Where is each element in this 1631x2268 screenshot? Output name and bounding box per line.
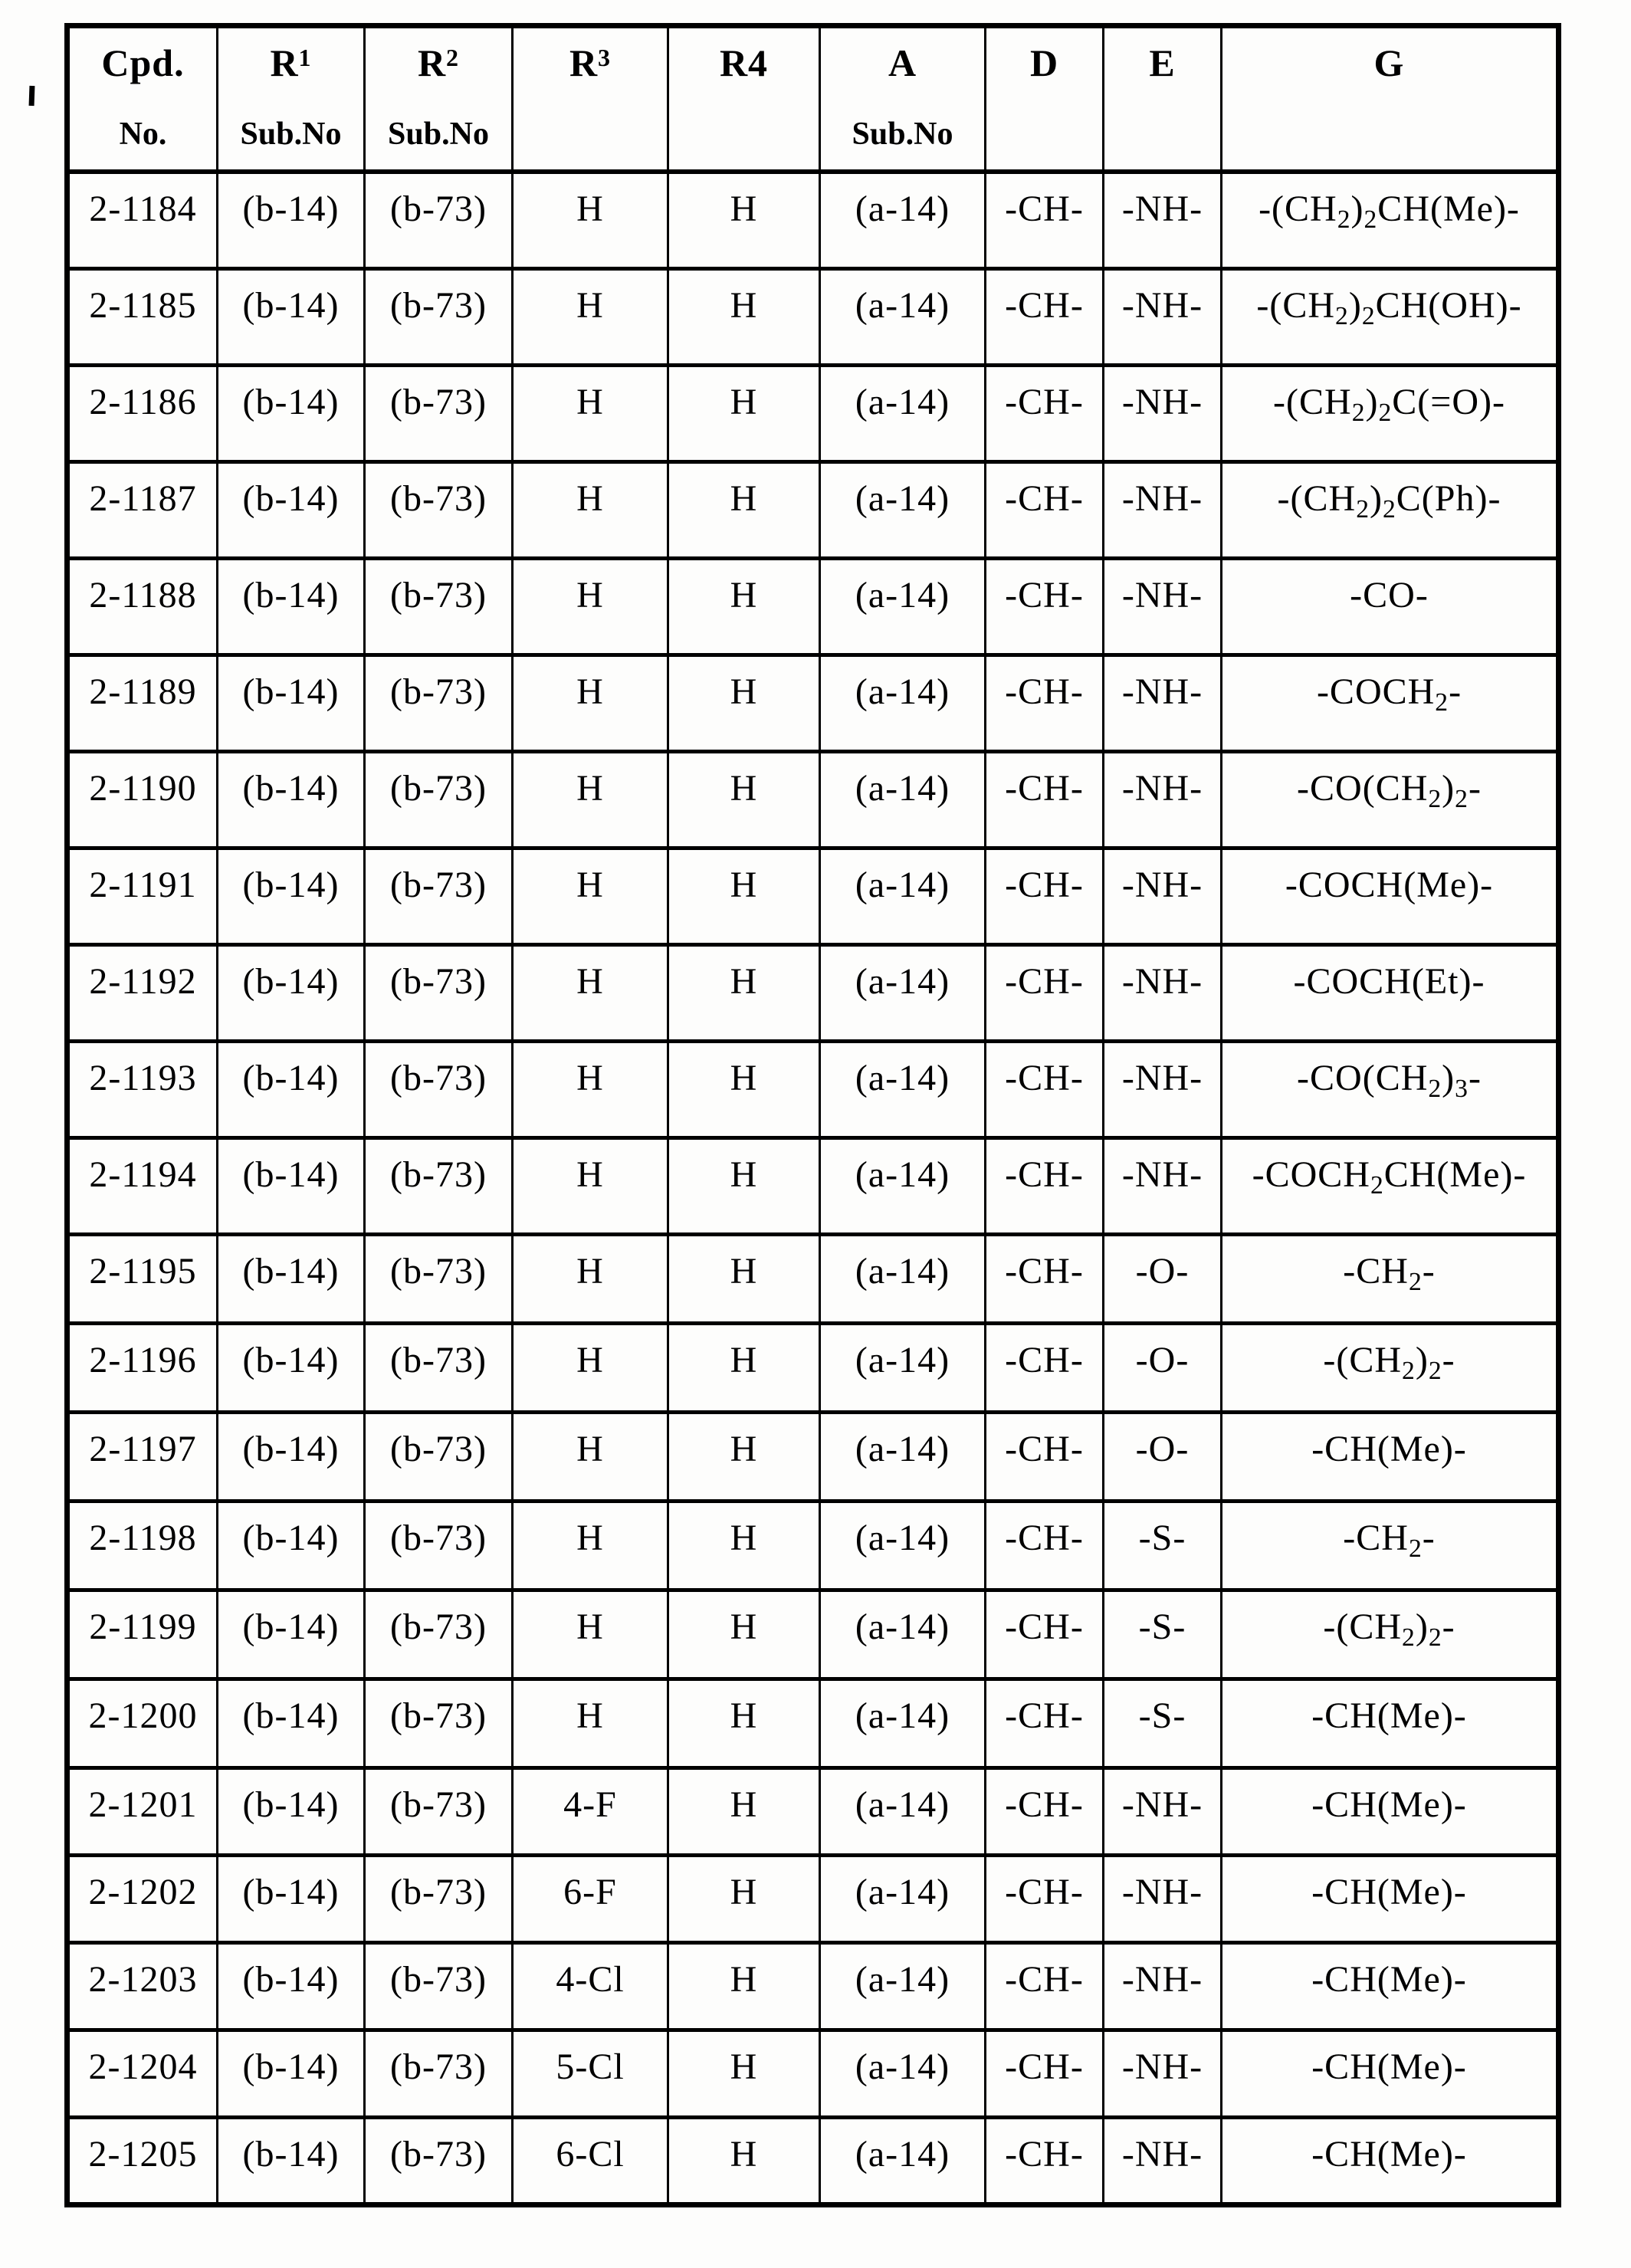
col-header-cpd-line2: No. xyxy=(119,117,167,152)
col-header-r3 xyxy=(513,26,668,172)
table-row xyxy=(67,1767,1559,1855)
cell-r2: (b-73) xyxy=(365,751,513,848)
cell-r1: (b-14) xyxy=(218,172,365,268)
cell-a: (a-14) xyxy=(820,2030,986,2117)
cell-r1: (b-14) xyxy=(218,1942,365,2030)
cell-r1: (b-14) xyxy=(218,751,365,848)
cell-e: -NH- xyxy=(1104,944,1222,1041)
cell-r3: H xyxy=(513,268,668,365)
table-row xyxy=(67,1501,1559,1590)
cell-r3: H xyxy=(513,751,668,848)
cell-r3: H xyxy=(513,1137,668,1234)
cell-r2: (b-73) xyxy=(365,848,513,944)
col-header-r2-line1: $R^2$ xyxy=(417,41,460,84)
cell-e: -NH- xyxy=(1104,2030,1222,2117)
cell-e: -S- xyxy=(1104,1501,1222,1590)
col-header-d-line1: D xyxy=(1029,41,1059,84)
cell-d: -CH- xyxy=(986,558,1104,655)
cell-r4: H xyxy=(668,1501,820,1590)
cell-r1: (b-14) xyxy=(218,461,365,558)
cell-r4: H xyxy=(668,461,820,558)
cell-a: (a-14) xyxy=(820,751,986,848)
cell-r1: (b-14) xyxy=(218,268,365,365)
cell-a: (a-14) xyxy=(820,172,986,268)
cell-e: -S- xyxy=(1104,1590,1222,1679)
cell-e: -NH- xyxy=(1104,655,1222,751)
cell-r1: (b-14) xyxy=(218,1767,365,1855)
cell-cpd-no: 2-1188 xyxy=(67,558,218,655)
cell-cpd-no: 2-1194 xyxy=(67,1137,218,1234)
cell-d: -CH- xyxy=(986,1942,1104,2030)
cell-r2: (b-73) xyxy=(365,1041,513,1137)
cell-r2: (b-73) xyxy=(365,558,513,655)
cell-g: $-COCH_2-$ xyxy=(1222,655,1559,751)
cell-d: -CH- xyxy=(986,1041,1104,1137)
cell-r2: (b-73) xyxy=(365,2117,513,2204)
cell-d: -CH- xyxy=(986,1679,1104,1767)
cell-e: -NH- xyxy=(1104,848,1222,944)
cell-r2: (b-73) xyxy=(365,944,513,1041)
cell-r1: (b-14) xyxy=(218,1590,365,1679)
cell-r4: H xyxy=(668,1137,820,1234)
cell-cpd-no: 2-1198 xyxy=(67,1501,218,1590)
cell-r2: (b-73) xyxy=(365,1855,513,1942)
cell-r4: H xyxy=(668,1041,820,1137)
cell-d: -CH- xyxy=(986,1234,1104,1323)
cell-d: -CH- xyxy=(986,1501,1104,1590)
cell-r3: H xyxy=(513,1679,668,1767)
cell-d: -CH- xyxy=(986,1412,1104,1501)
cell-r3: H xyxy=(513,655,668,751)
cell-r2: (b-73) xyxy=(365,2030,513,2117)
cell-cpd-no: 2-1201 xyxy=(67,1767,218,1855)
cell-a: (a-14) xyxy=(820,1323,986,1412)
cell-e: -NH- xyxy=(1104,1767,1222,1855)
cell-g: -CH(Me)- xyxy=(1222,1855,1559,1942)
cell-a: (a-14) xyxy=(820,461,986,558)
cell-g: -CH(Me)- xyxy=(1222,1942,1559,2030)
col-header-r1-line1: $R^1$ xyxy=(270,41,312,84)
cell-r4: H xyxy=(668,1767,820,1855)
cell-d: -CH- xyxy=(986,1855,1104,1942)
cell-r1: (b-14) xyxy=(218,558,365,655)
cell-cpd-no: 2-1197 xyxy=(67,1412,218,1501)
cell-d: -CH- xyxy=(986,172,1104,268)
table-row xyxy=(67,655,1559,751)
table-row xyxy=(67,944,1559,1041)
cell-d: -CH- xyxy=(986,2030,1104,2117)
cell-cpd-no: 2-1190 xyxy=(67,751,218,848)
cell-r4: H xyxy=(668,1942,820,2030)
cell-r4: H xyxy=(668,268,820,365)
cell-r4: H xyxy=(668,848,820,944)
table-row xyxy=(67,1137,1559,1234)
cell-g: $-CO(CH_2)_2-$ xyxy=(1222,751,1559,848)
cell-a: (a-14) xyxy=(820,558,986,655)
cell-cpd-no: 2-1204 xyxy=(67,2030,218,2117)
col-header-cpd-no xyxy=(67,26,218,172)
cell-g: -COCH(Et)- xyxy=(1222,944,1559,1041)
cell-r2: (b-73) xyxy=(365,1679,513,1767)
cell-r1: (b-14) xyxy=(218,1137,365,1234)
cell-cpd-no: 2-1185 xyxy=(67,268,218,365)
cell-d: -CH- xyxy=(986,1323,1104,1412)
cell-g: $-(CH_2)_2CH(Me)-$ xyxy=(1222,172,1559,268)
cell-r4: H xyxy=(668,2030,820,2117)
cell-r3: 6-F xyxy=(513,1855,668,1942)
cell-d: -CH- xyxy=(986,944,1104,1041)
table-header xyxy=(67,26,1559,172)
cell-e: -NH- xyxy=(1104,268,1222,365)
cell-r2: (b-73) xyxy=(365,1412,513,1501)
table-row xyxy=(67,558,1559,655)
cell-r4: H xyxy=(668,1234,820,1323)
cell-r3: 4-F xyxy=(513,1767,668,1855)
cell-r3: 6-Cl xyxy=(513,2117,668,2204)
col-header-a xyxy=(820,26,986,172)
cell-d: -CH- xyxy=(986,268,1104,365)
cell-r4: H xyxy=(668,558,820,655)
cell-e: -NH- xyxy=(1104,1041,1222,1137)
col-header-r3-line1: $R^3$ xyxy=(569,41,612,84)
col-header-g xyxy=(1222,26,1559,172)
cell-e: -NH- xyxy=(1104,1942,1222,2030)
cell-cpd-no: 2-1192 xyxy=(67,944,218,1041)
cell-g: $-COCH_2CH(Me)-$ xyxy=(1222,1137,1559,1234)
cell-e: -O- xyxy=(1104,1412,1222,1501)
cell-e: -NH- xyxy=(1104,558,1222,655)
cell-d: -CH- xyxy=(986,365,1104,461)
cell-r2: (b-73) xyxy=(365,1942,513,2030)
cell-e: -S- xyxy=(1104,1679,1222,1767)
cell-g: -CH(Me)- xyxy=(1222,1412,1559,1501)
col-header-r2 xyxy=(365,26,513,172)
cell-e: -NH- xyxy=(1104,461,1222,558)
cell-r2: (b-73) xyxy=(365,1501,513,1590)
col-header-a-line1: A xyxy=(888,41,917,84)
cell-r3: H xyxy=(513,172,668,268)
cell-a: (a-14) xyxy=(820,1234,986,1323)
cell-g: $-(CH_2)_2C(Ph)-$ xyxy=(1222,461,1559,558)
cell-cpd-no: 2-1202 xyxy=(67,1855,218,1942)
col-header-r1-line2: Sub.No xyxy=(240,117,342,152)
table-row xyxy=(67,1412,1559,1501)
cell-a: (a-14) xyxy=(820,1855,986,1942)
col-header-a-line2: Sub.No xyxy=(852,117,953,152)
cell-r2: (b-73) xyxy=(365,655,513,751)
cell-r3: H xyxy=(513,848,668,944)
scan-artifact-mark xyxy=(29,86,35,106)
cell-r2: (b-73) xyxy=(365,172,513,268)
cell-a: (a-14) xyxy=(820,1041,986,1137)
cell-a: (a-14) xyxy=(820,944,986,1041)
cell-a: (a-14) xyxy=(820,848,986,944)
table-header-row xyxy=(67,26,1559,172)
cell-r2: (b-73) xyxy=(365,365,513,461)
cell-r3: H xyxy=(513,1041,668,1137)
cell-a: (a-14) xyxy=(820,268,986,365)
cell-r1: (b-14) xyxy=(218,2117,365,2204)
cell-r1: (b-14) xyxy=(218,1234,365,1323)
cell-a: (a-14) xyxy=(820,1767,986,1855)
cell-a: (a-14) xyxy=(820,2117,986,2204)
cell-r4: H xyxy=(668,365,820,461)
col-header-g-line1: G xyxy=(1373,41,1405,84)
cell-g: -CH(Me)- xyxy=(1222,1767,1559,1855)
cell-cpd-no: 2-1203 xyxy=(67,1942,218,2030)
col-header-e-line1: E xyxy=(1149,41,1176,84)
table-row xyxy=(67,848,1559,944)
table-row xyxy=(67,2117,1559,2204)
cell-e: -NH- xyxy=(1104,1855,1222,1942)
cell-g: $-(CH_2)_2-$ xyxy=(1222,1590,1559,1679)
cell-d: -CH- xyxy=(986,1137,1104,1234)
cell-d: -CH- xyxy=(986,751,1104,848)
cell-a: (a-14) xyxy=(820,1679,986,1767)
table-row xyxy=(67,268,1559,365)
cell-cpd-no: 2-1189 xyxy=(67,655,218,751)
cell-g: $-(CH_2)_2-$ xyxy=(1222,1323,1559,1412)
compound-substituent-table xyxy=(64,23,1561,2207)
cell-g: $-(CH_2)_2C(=O)-$ xyxy=(1222,365,1559,461)
cell-r3: 5-Cl xyxy=(513,2030,668,2117)
cell-r1: (b-14) xyxy=(218,1501,365,1590)
cell-r1: (b-14) xyxy=(218,848,365,944)
cell-r1: (b-14) xyxy=(218,1679,365,1767)
cell-e: -NH- xyxy=(1104,365,1222,461)
cell-g: $-(CH_2)_2CH(OH)-$ xyxy=(1222,268,1559,365)
table-row xyxy=(67,461,1559,558)
cell-a: (a-14) xyxy=(820,655,986,751)
cell-cpd-no: 2-1186 xyxy=(67,365,218,461)
table-row xyxy=(67,1590,1559,1679)
cell-g: -CH(Me)- xyxy=(1222,2117,1559,2204)
cell-cpd-no: 2-1205 xyxy=(67,2117,218,2204)
cell-cpd-no: 2-1199 xyxy=(67,1590,218,1679)
cell-r3: H xyxy=(513,1323,668,1412)
cell-r3: H xyxy=(513,1590,668,1679)
cell-r1: (b-14) xyxy=(218,1323,365,1412)
cell-r4: H xyxy=(668,1323,820,1412)
table-row xyxy=(67,365,1559,461)
cell-r3: H xyxy=(513,558,668,655)
cell-r3: H xyxy=(513,944,668,1041)
col-header-d xyxy=(986,26,1104,172)
cell-e: -NH- xyxy=(1104,751,1222,848)
col-header-r2-line2: Sub.No xyxy=(388,117,489,152)
cell-e: -O- xyxy=(1104,1323,1222,1412)
cell-g: $-CH_2-$ xyxy=(1222,1501,1559,1590)
cell-r4: H xyxy=(668,1679,820,1767)
cell-g: -COCH(Me)- xyxy=(1222,848,1559,944)
table-row xyxy=(67,1679,1559,1767)
col-header-r4 xyxy=(668,26,820,172)
cell-r1: (b-14) xyxy=(218,655,365,751)
cell-r4: H xyxy=(668,655,820,751)
cell-cpd-no: 2-1193 xyxy=(67,1041,218,1137)
col-header-cpd-line1: Cpd. xyxy=(101,41,185,84)
cell-r3: H xyxy=(513,1501,668,1590)
cell-cpd-no: 2-1191 xyxy=(67,848,218,944)
table-row xyxy=(67,1942,1559,2030)
cell-g: $-CH_2-$ xyxy=(1222,1234,1559,1323)
cell-e: -O- xyxy=(1104,1234,1222,1323)
cell-e: -NH- xyxy=(1104,1137,1222,1234)
cell-r1: (b-14) xyxy=(218,1855,365,1942)
cell-e: -NH- xyxy=(1104,172,1222,268)
cell-d: -CH- xyxy=(986,1767,1104,1855)
table-row xyxy=(67,1323,1559,1412)
cell-a: (a-14) xyxy=(820,365,986,461)
cell-g: -CH(Me)- xyxy=(1222,1679,1559,1767)
cell-g: -CH(Me)- xyxy=(1222,2030,1559,2117)
cell-cpd-no: 2-1200 xyxy=(67,1679,218,1767)
table-row xyxy=(67,1855,1559,1942)
cell-d: -CH- xyxy=(986,655,1104,751)
cell-cpd-no: 2-1184 xyxy=(67,172,218,268)
cell-cpd-no: 2-1187 xyxy=(67,461,218,558)
table-row xyxy=(67,1041,1559,1137)
col-header-r4-line1: R4 xyxy=(719,41,769,84)
cell-r1: (b-14) xyxy=(218,2030,365,2117)
cell-a: (a-14) xyxy=(820,1412,986,1501)
cell-d: -CH- xyxy=(986,1590,1104,1679)
table-row xyxy=(67,2030,1559,2117)
table-row xyxy=(67,172,1559,268)
table-row xyxy=(67,751,1559,848)
cell-r2: (b-73) xyxy=(365,1234,513,1323)
cell-r1: (b-14) xyxy=(218,1041,365,1137)
cell-r4: H xyxy=(668,172,820,268)
table-row xyxy=(67,1234,1559,1323)
cell-g: $-CO(CH_2)_3-$ xyxy=(1222,1041,1559,1137)
cell-r4: H xyxy=(668,751,820,848)
cell-r2: (b-73) xyxy=(365,1323,513,1412)
cell-r2: (b-73) xyxy=(365,1767,513,1855)
cell-r2: (b-73) xyxy=(365,1137,513,1234)
cell-a: (a-14) xyxy=(820,1590,986,1679)
cell-r4: H xyxy=(668,1590,820,1679)
cell-r2: (b-73) xyxy=(365,268,513,365)
cell-r4: H xyxy=(668,1412,820,1501)
cell-d: -CH- xyxy=(986,2117,1104,2204)
cell-r4: H xyxy=(668,944,820,1041)
cell-d: -CH- xyxy=(986,461,1104,558)
table-body xyxy=(67,172,1559,2204)
cell-r3: H xyxy=(513,1412,668,1501)
cell-cpd-no: 2-1195 xyxy=(67,1234,218,1323)
cell-r1: (b-14) xyxy=(218,1412,365,1501)
cell-a: (a-14) xyxy=(820,1501,986,1590)
cell-r3: H xyxy=(513,365,668,461)
cell-r2: (b-73) xyxy=(365,1590,513,1679)
cell-r3: H xyxy=(513,1234,668,1323)
col-header-r1 xyxy=(218,26,365,172)
cell-cpd-no: 2-1196 xyxy=(67,1323,218,1412)
cell-r1: (b-14) xyxy=(218,365,365,461)
cell-a: (a-14) xyxy=(820,1137,986,1234)
cell-r3: 4-Cl xyxy=(513,1942,668,2030)
cell-r4: H xyxy=(668,2117,820,2204)
cell-d: -CH- xyxy=(986,848,1104,944)
cell-r4: H xyxy=(668,1855,820,1942)
cell-r1: (b-14) xyxy=(218,944,365,1041)
cell-g: -CO- xyxy=(1222,558,1559,655)
cell-r2: (b-73) xyxy=(365,461,513,558)
cell-e: -NH- xyxy=(1104,2117,1222,2204)
cell-r3: H xyxy=(513,461,668,558)
col-header-e xyxy=(1104,26,1222,172)
cell-a: (a-14) xyxy=(820,1942,986,2030)
